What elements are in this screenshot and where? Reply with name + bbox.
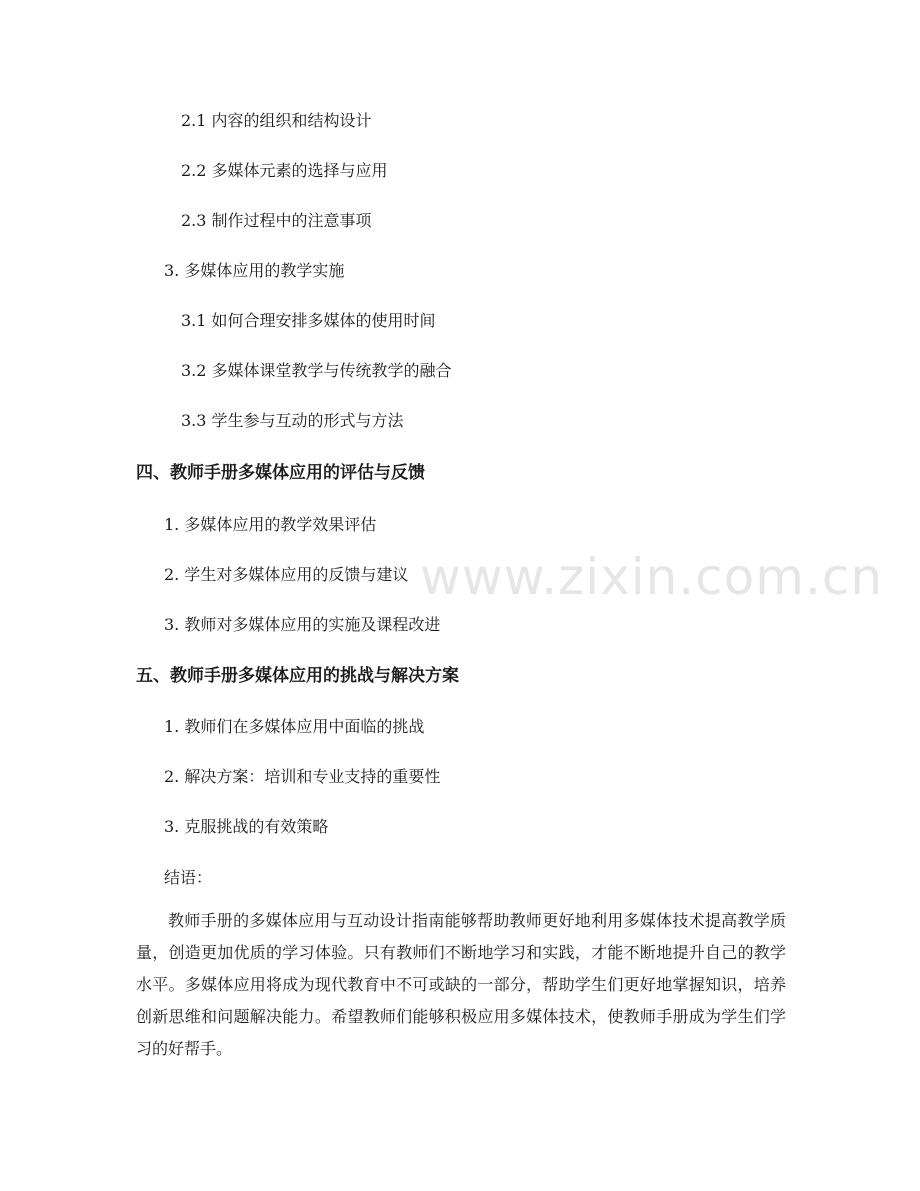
watermark: www.zixin.com.cn	[420, 548, 884, 606]
outline-item-2-2: 2.2 多媒体元素的选择与应用	[181, 161, 388, 180]
section-5-item-1: 1. 教师们在多媒体应用中面临的挑战	[164, 717, 425, 736]
outline-item-2-1: 2.1 内容的组织和结构设计	[181, 111, 372, 130]
outline-item-3-1: 3.1 如何合理安排多媒体的使用时间	[181, 311, 436, 330]
conclusion-paragraph: 教师手册的多媒体应用与互动设计指南能够帮助教师更好地利用多媒体技术提高教学质量，创造更加优质的学习体验。只有教师们不断地学习和实践，才能不断地提升自己的教学水平。多媒体应用将成为现代教育中不可或缺的一部分，帮助学生们更好地掌握知识，培养创新思维和问题解决能力。希望教师们能够积极应用多媒体技术，使教师手册成为学生们学习的好帮手。	[136, 911, 786, 1058]
section-5-item-3: 3. 克服挑战的有效策略	[164, 817, 329, 836]
outline-item-2-3: 2.3 制作过程中的注意事项	[181, 211, 372, 230]
conclusion-label: 结语：	[164, 868, 213, 887]
section-4-item-2: 2. 学生对多媒体应用的反馈与建议	[164, 565, 409, 584]
section-5-heading: 五、教师手册多媒体应用的挑战与解决方案	[136, 666, 459, 686]
section-4-heading: 四、教师手册多媒体应用的评估与反馈	[136, 463, 425, 483]
section-4-item-1: 1. 多媒体应用的教学效果评估	[164, 515, 377, 534]
outline-item-3-2: 3.2 多媒体课堂教学与传统教学的融合	[181, 361, 452, 380]
outline-item-3: 3. 多媒体应用的教学实施	[164, 261, 345, 280]
section-4-item-3: 3. 教师对多媒体应用的实施及课程改进	[164, 615, 441, 634]
outline-item-3-3: 3.3 学生参与互动的形式与方法	[181, 411, 404, 430]
section-5-item-2: 2. 解决方案：培训和专业支持的重要性	[164, 767, 441, 786]
